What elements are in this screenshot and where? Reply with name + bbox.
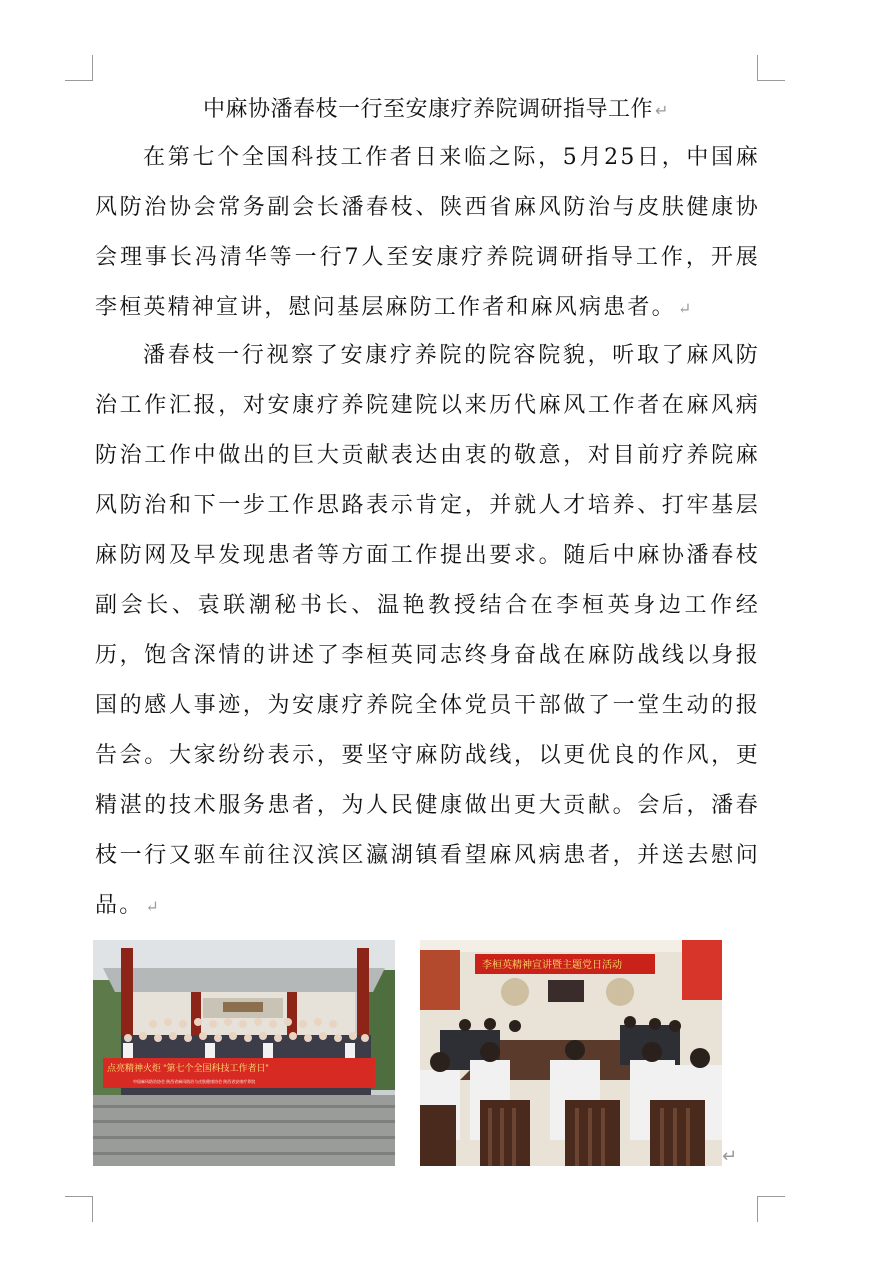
paragraph-2[interactable] — [95, 331, 760, 932]
paragraph-mark-icon: ↵ — [722, 1146, 738, 1167]
group-photo[interactable] — [93, 940, 395, 1166]
group-photo-banner-subtext: 中国麻风防治协会 陕西省麻风防治与皮肤健康协会 陕西省安康疗养院 — [133, 1079, 256, 1084]
paragraph-1[interactable] — [95, 133, 760, 334]
paragraph-mark-icon: ↵ — [655, 101, 669, 120]
meeting-photo-banner: 李桓英精神宣讲暨主题党日活动 — [482, 960, 622, 971]
meeting-photo[interactable] — [420, 940, 722, 1166]
paragraph-mark-icon: ↵ — [677, 299, 694, 318]
paragraph-mark-icon: ↵ — [145, 897, 162, 916]
paragraph-2-text: 潘春枝一行视察了安康疗养院的院容院貌，听取了麻风防治工作汇报，对安康疗养院建院以来历代麻风工作者在麻风病防治工作中做出的巨大贡献表达由衷的敬意，对目前疗养院麻风防治和下一步工作思路表示肯定，并就人才培养、打牢基层麻防网及早发现患者等方面工作提出要求。随后中麻协潘春枝副会长、袁联潮秘书长、温艳教授结合在李桓英身边工作经历，饱含深情的讲述了李桓英同志终身奋战在麻防战线以身报国的感人事迹，为安康疗养院全体党员干部做了一堂生动的报告会。大家纷纷表示，要坚守麻防战线，以更优良的作风，更精湛的技术服务患者，为人民健康做出更大贡献。会后，潘春枝一行又驱车前往汉滨区瀛湖镇看望麻风病患者，并送去慰问品。 — [95, 343, 760, 918]
document-title[interactable] — [0, 92, 872, 123]
group-photo-banner: 点亮精神火炬 “第七个全国科技工作者日” — [107, 1063, 269, 1073]
paragraph-1-text: 在第七个全国科技工作者日来临之际，5月25日，中国麻风防治协会常务副会长潘春枝、陕西省麻风防治与皮肤健康协会理事长冯清华等一行7人至安康疗养院调研指导工作，开展李桓英精神宣讲，慰问基层麻防工作者和麻风病患者。 — [95, 145, 760, 320]
title-text: 中麻协潘春枝一行至安康疗养院调研指导工作 — [203, 97, 654, 122]
